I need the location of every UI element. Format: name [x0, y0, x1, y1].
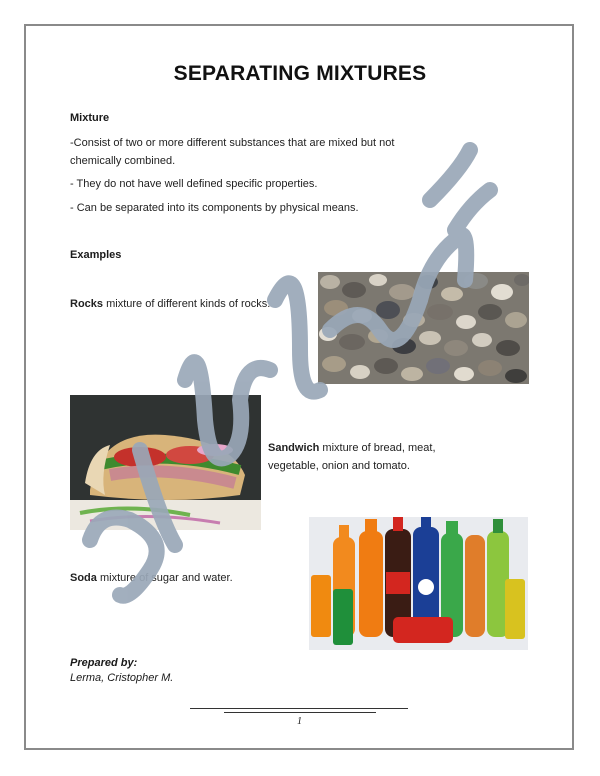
sandwich-term: Sandwich	[268, 442, 320, 454]
soda-desc: mixture of sugar and water.	[96, 572, 233, 584]
page-title: SEPARATING MIXTURES	[173, 62, 427, 85]
soda-illustration	[309, 517, 528, 650]
sandwich-desc-2: vegetable, onion and tomato.	[268, 460, 410, 472]
footer-rule-top	[190, 708, 408, 709]
page-number: 1	[297, 716, 302, 727]
prepared-by-label: Prepared by:	[70, 657, 138, 669]
soda-text	[70, 569, 233, 587]
mixture-line-1: -Consist of two or more different substances that are mixed but not	[70, 137, 395, 149]
rocks-term: Rocks	[70, 298, 104, 310]
soda-image	[309, 517, 528, 650]
mixture-line-2: - They do not have well defined specific properties.	[70, 178, 318, 190]
rocks-illustration	[318, 272, 529, 384]
mixture-line-3: - Can be separated into its components by physical means.	[70, 202, 359, 214]
sandwich-image	[70, 395, 261, 530]
rocks-image	[318, 272, 529, 384]
prepared-by-name: Lerma, Cristopher M.	[70, 672, 174, 684]
rocks-desc: mixture of different kinds of rocks.	[103, 298, 271, 310]
footer-rule-bottom	[224, 712, 376, 713]
mixture-heading: Mixture	[70, 112, 110, 124]
sandwich-text	[268, 439, 436, 457]
sandwich-desc: mixture of bread, meat,	[319, 442, 436, 454]
rocks-text	[70, 295, 270, 313]
examples-heading: Examples	[70, 249, 122, 261]
soda-term: Soda	[70, 572, 97, 584]
sandwich-illustration	[70, 395, 261, 530]
mixture-line-1b: chemically combined.	[70, 155, 176, 167]
